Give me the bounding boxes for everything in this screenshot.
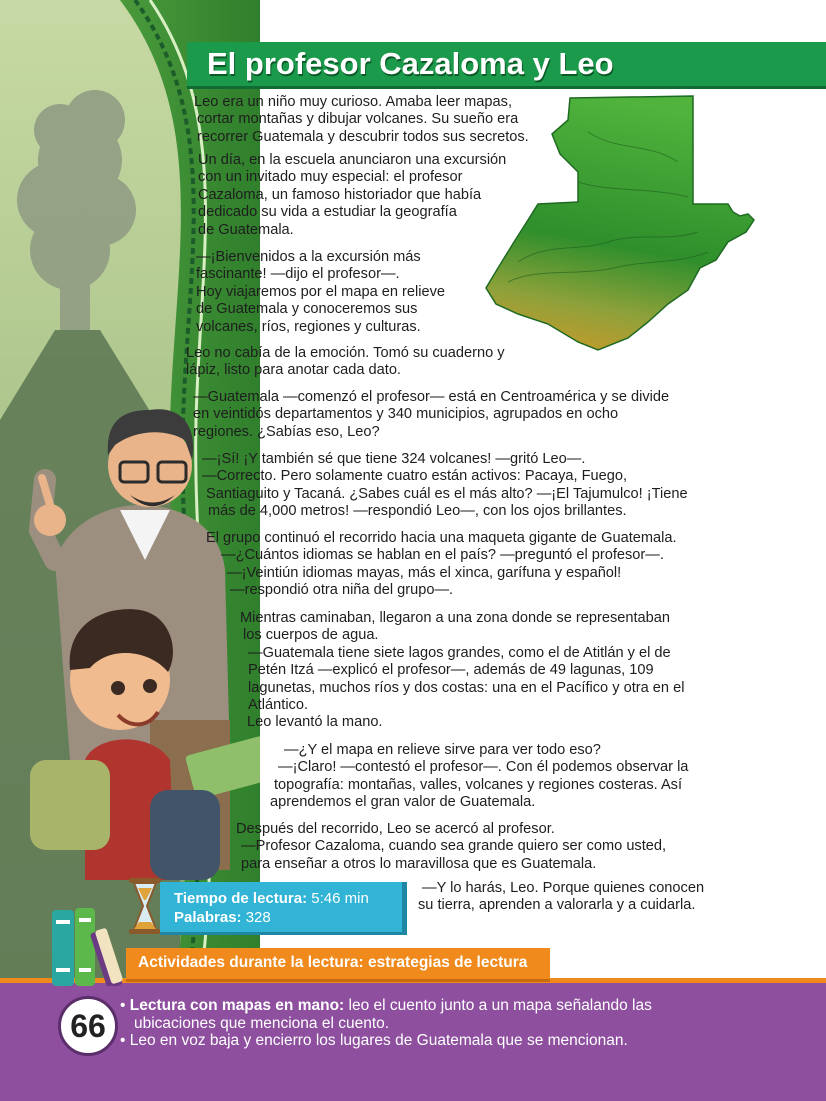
story-line: Leo no cabía de la emoción. Tomó su cuaderno y [186,345,505,361]
reading-time-label: Tiempo de lectura: [174,890,308,907]
activity-item: • Leo en voz baja y encierro los lugares de Guatemala que se mencionan. [120,1032,628,1049]
story-line: en veintidós departamentos y 340 municipios, agrupados en ocho [193,406,619,423]
story-line: —¡Claro! —contestó el profesor—. Con él podemos observar la [278,759,689,776]
story-line: Atlántico. [248,697,309,714]
activities-list [120,997,652,1050]
story-line: —Guatemala tiene siete lagos grandes, como el de Atitlán y el de [248,644,671,661]
story-line: —¿Y el mapa en relieve sirve para ver todo eso? [284,742,601,758]
activities-header-text: Actividades durante la lectura: estrategias de lectura [138,954,528,971]
story-line: su tierra, aprenden a valorarla y a cuidarla. [418,897,696,914]
reading-time-value: 5:46 min [311,890,369,907]
story-line: Después del recorrido, Leo se acercó al profesor. [236,821,555,837]
word-count [174,909,271,926]
story-line: Hoy viajaremos por el mapa en relieve [196,283,446,300]
story-paragraph [202,451,688,521]
story-line: —Profesor Cazaloma, cuando sea grande quiero ser como usted, [241,838,667,855]
story-line: Cazaloma, un famoso historiador que había [198,186,482,203]
story-line: —¡Veintiún idiomas mayas, más el xinca, garífuna y español! [227,564,622,581]
story-line: —¿Cuántos idiomas se hablan en el país? —preguntó el profesor—. [221,547,664,564]
activity-item-title: Lectura con mapas en mano: [129,997,345,1014]
story-paragraph [206,530,677,600]
page-number: 66 [58,996,118,1056]
story-line: Leo levantó la mano. [247,714,383,731]
story-paragraph [418,880,704,915]
story-line: aprendemos el gran valor de Guatemala. [270,794,536,811]
story-paragraph [270,742,688,812]
story-paragraph [240,610,684,732]
word-count-value: 328 [245,909,271,926]
story-line: cortar montañas y dibujar volcanes. Su sueño era [197,111,519,128]
story-line: para enseñar a otros lo maravillosa que es Guatemala. [241,855,597,872]
story-paragraph [236,821,666,873]
title-banner [187,42,826,89]
story-line: El grupo continuó el recorrido hacia una maqueta gigante de Guatemala. [206,530,677,546]
story-line: —Y lo harás, Leo. Porque quienes conocen [422,880,705,896]
story-line: Leo era un niño muy curioso. Amaba leer mapas, [194,94,512,110]
story-line: de Guatemala. [198,221,294,238]
story-line: los cuerpos de agua. [243,627,379,644]
activity-item-text: leo el cuento junto a un mapa señalando las [344,997,652,1014]
page-title: El profesor Cazaloma y Leo [207,46,614,81]
story-line: dedicado su vida a estudiar la geografía [198,204,457,221]
activities-header [126,948,550,982]
story-line: Petén Itzá —explicó el profesor—, además de 49 lagunas, 109 [248,662,654,679]
story-line: de Guatemala y conoceremos sus [196,301,418,318]
story-line: Mientras caminaban, llegaron a una zona donde se representaban [240,610,670,626]
story-paragraph [193,389,669,441]
story-line: Un día, en la escuela anunciaron una excursión [198,152,507,168]
story-line: —¡Bienvenidos a la excursión más [196,249,421,265]
activity-item-continuation: ubicaciones que menciona el cuento. [134,1014,390,1032]
story-line: lagunetas, muchos ríos y dos costas: una en el Pacífico y otra en el [248,679,685,696]
story-paragraph [186,345,505,380]
reading-time [174,890,369,907]
word-count-label: Palabras: [174,909,242,926]
story-line: con un invitado muy especial: el profesor [198,169,463,186]
story-paragraph [196,249,445,336]
story-line: Santiaguito y Tacaná. ¿Sabes cuál es el más alto? —¡El Tajumulco! ¡Tiene [206,485,688,502]
reading-info-badge [160,882,407,935]
story-line: regiones. ¿Sabías eso, Leo? [193,423,380,440]
story-line: —Guatemala —comenzó el profesor— está en Centroamérica y se divide [193,389,670,405]
story-line: fascinante! —dijo el profesor—. [196,266,400,283]
story-line: lápiz, listo para anotar cada dato. [186,362,401,379]
story-line: —Correcto. Pero solamente cuatro están activos: Pacaya, Fuego, [202,468,628,485]
story-line: —respondió otra niña del grupo—. [230,582,454,599]
story-line: recorrer Guatemala y descubrir todos sus secretos. [197,128,529,145]
story-line: más de 4,000 metros! —respondió Leo—, con los ojos brillantes. [208,503,627,520]
story-paragraph [198,152,506,239]
story-paragraph [194,94,529,146]
activity-item: • Lectura con mapas en mano: leo el cuento junto a un mapa señalando las [120,997,652,1014]
story-line: —¡Sí! ¡Y también sé que tiene 324 volcanes! —gritó Leo—. [202,451,586,467]
story-line: volcanes, ríos, regiones y culturas. [196,318,421,335]
story-line: topografía: montañas, valles, volcanes y regiones costeras. Así [274,776,683,793]
activity-item-text: Leo en voz baja y encierro los lugares de Guatemala que se mencionan. [129,1032,628,1049]
